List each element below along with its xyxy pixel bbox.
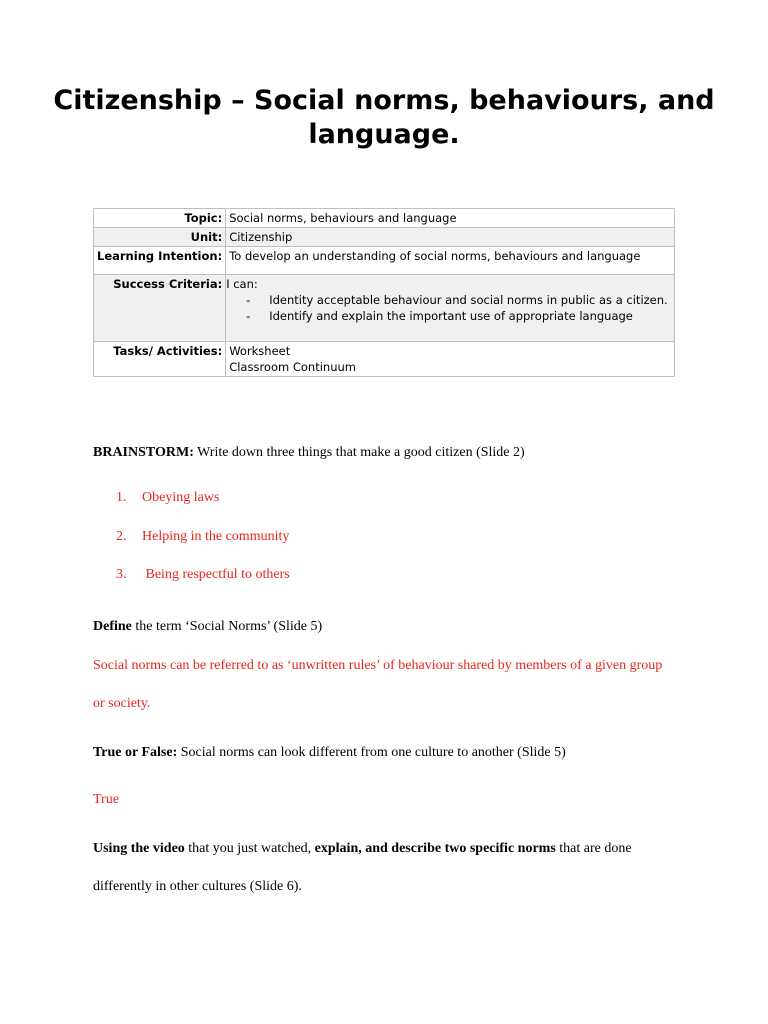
task-item: Worksheet — [229, 344, 291, 358]
page-title: Citizenship – Social norms, behaviours, and language. — [53, 85, 715, 150]
criteria-list — [226, 292, 671, 324]
define-label: Define — [93, 619, 132, 634]
answer-text: Helping in the community — [142, 528, 290, 544]
tasks-row — [94, 342, 675, 377]
topic-value: Social norms, behaviours and language — [226, 209, 675, 228]
answer-item — [93, 529, 290, 568]
define-prompt — [93, 619, 322, 635]
true-false-label: True or False: — [93, 745, 178, 760]
video-task-line-1 — [93, 841, 632, 857]
define-answer-line-2: or society. — [93, 696, 151, 711]
criteria-cell — [226, 275, 675, 342]
criteria-row — [94, 275, 675, 342]
criteria-intro: I can: — [226, 277, 258, 291]
tasks-label: Tasks/ Activities: — [94, 342, 226, 377]
true-false-prompt — [93, 745, 566, 761]
answer-number: 1. — [116, 490, 127, 505]
topic-label: Topic: — [94, 209, 226, 228]
video-task-bold-1: Using the video — [93, 841, 185, 856]
answer-text: Being respectful to others — [142, 567, 290, 582]
true-false-answer: True — [93, 792, 119, 807]
criteria-item: - Identify and explain the important use of appropriate language — [246, 308, 671, 324]
brainstorm-answers — [93, 490, 290, 606]
topic-row — [94, 209, 675, 228]
video-task-text-2: that are done — [555, 841, 632, 856]
true-false-text: Social norms can look different from one culture to another (Slide 5) — [177, 745, 566, 760]
answer-text: Obeying laws — [142, 490, 220, 505]
video-task-bold-2: explain, and describe two specific norms — [314, 841, 556, 856]
unit-label: Unit: — [94, 228, 226, 247]
define-answer-line-1: Social norms can be referred to as ‘unwritten rules’ of behaviour shared by members of a given group — [93, 658, 663, 673]
task-item: Classroom Continuum — [229, 360, 356, 374]
answer-number: 3. — [116, 567, 127, 582]
lesson-info-table — [93, 208, 675, 377]
video-task-text-1: that you just watched, — [184, 841, 315, 856]
unit-value: Citizenship — [226, 228, 675, 247]
criteria-item: - Identity acceptable behaviour and social norms in public as a citizen. — [246, 292, 671, 308]
intention-value: To develop an understanding of social norms, behaviours and language — [226, 247, 675, 275]
unit-row — [94, 228, 675, 247]
tasks-cell — [226, 342, 675, 377]
answer-item — [93, 567, 290, 606]
intention-row — [94, 247, 675, 275]
criteria-label: Success Criteria: — [94, 275, 226, 342]
answer-item — [93, 490, 290, 529]
brainstorm-label: BRAINSTORM: — [93, 445, 194, 460]
brainstorm-text: Write down three things that make a good citizen (Slide 2) — [193, 445, 525, 460]
video-task-line-2: differently in other cultures (Slide 6). — [93, 879, 302, 894]
answer-number: 2. — [116, 528, 127, 544]
intention-label: Learning Intention: — [94, 247, 226, 275]
define-text: the term ‘Social Norms’ (Slide 5) — [131, 619, 323, 634]
brainstorm-prompt — [93, 445, 525, 461]
